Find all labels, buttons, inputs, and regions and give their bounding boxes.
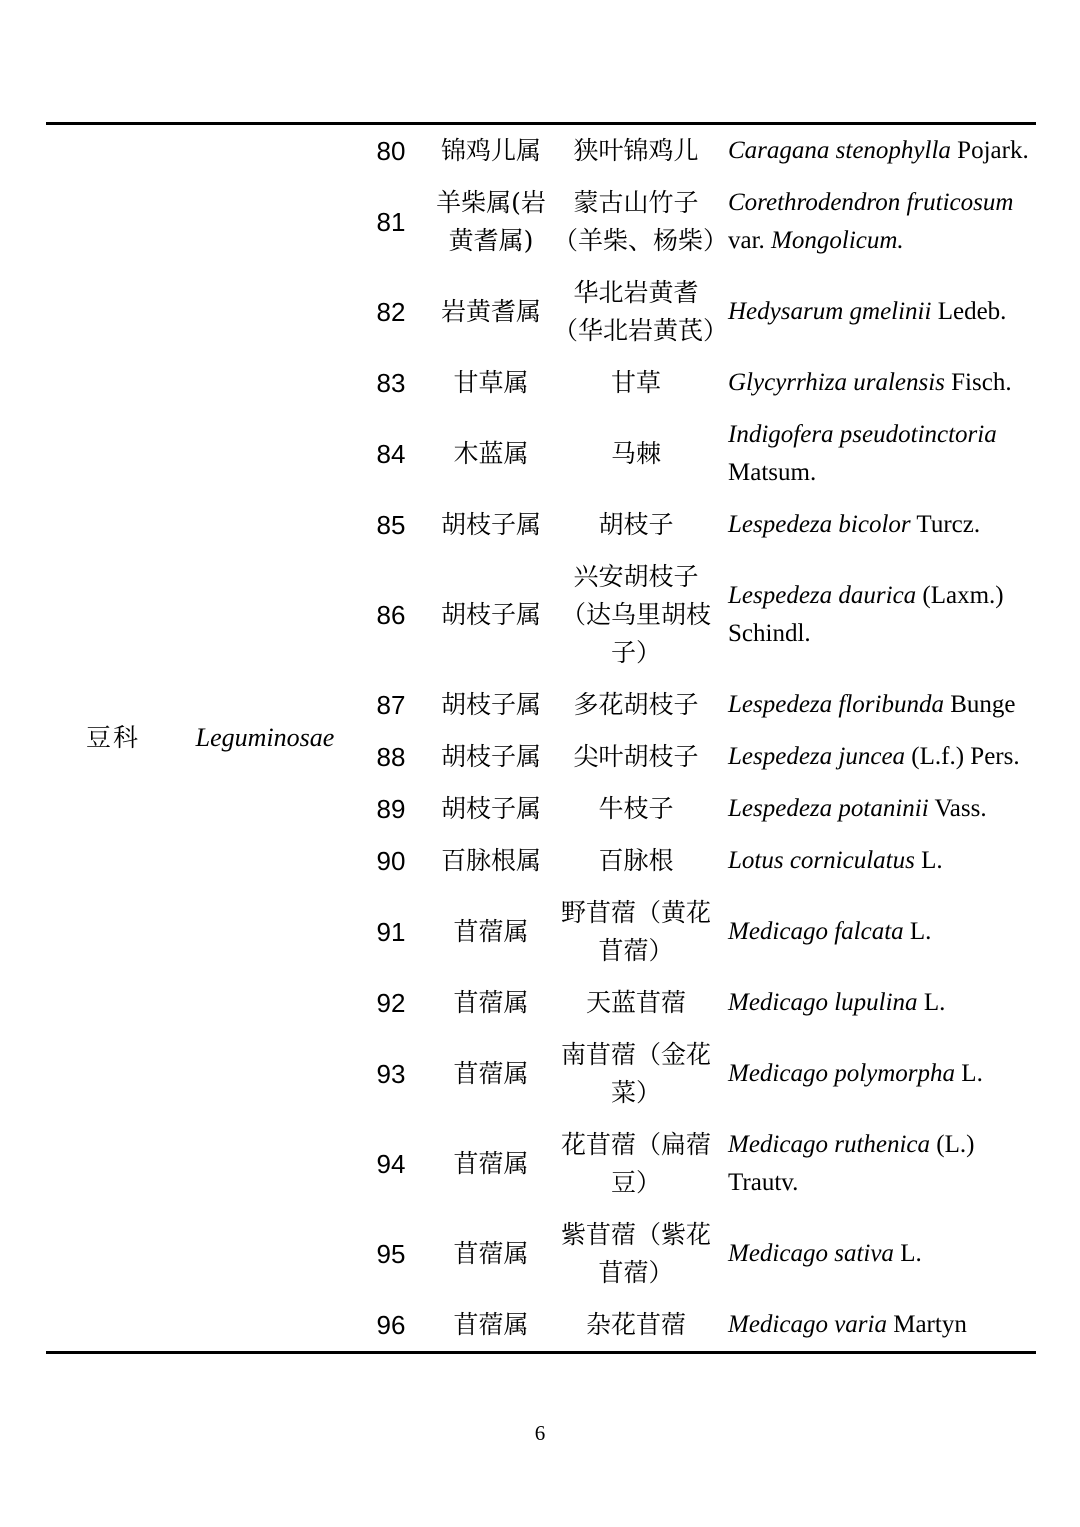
- species-cell: 甘草: [610, 368, 661, 397]
- species-cell: 紫苜蓿（紫花苜蓿）: [560, 1220, 711, 1287]
- latin-roman-segment: Pojark.: [950, 137, 1029, 164]
- latin-italic-segment: Corethrodendron fruticosum: [728, 189, 1014, 216]
- genus-cell: 苜蓿属: [453, 1239, 529, 1268]
- latin-roman-segment: L.: [955, 1060, 983, 1087]
- genus-cell: 胡枝子属: [440, 794, 541, 823]
- genus-cell: 木蓝属: [453, 439, 529, 468]
- genus-cell: 苜蓿属: [453, 917, 529, 946]
- species-table: [46, 122, 1036, 1354]
- species-cell: 尖叶胡枝子: [573, 742, 699, 771]
- row-number: 80: [376, 136, 406, 166]
- latin-italic-segment: Lespedeza daurica: [728, 582, 917, 609]
- latin-name-cell: [722, 835, 1036, 887]
- species-cell: 狭叶锦鸡儿: [573, 136, 699, 165]
- row-number: 94: [376, 1149, 406, 1179]
- genus-cell: 胡枝子属: [440, 600, 541, 629]
- row-number: 87: [376, 690, 406, 720]
- latin-italic-segment: Lespedeza juncea: [728, 743, 906, 770]
- latin-name-cell: [722, 1119, 1036, 1209]
- table-row: [46, 124, 1036, 178]
- species-cell: 南苜蓿（金花菜）: [560, 1040, 711, 1107]
- latin-italic-segment: Medicago sativa: [728, 1240, 894, 1267]
- latin-italic-segment: Mongolicum.: [771, 227, 904, 254]
- genus-cell: 岩黄耆属: [440, 297, 541, 326]
- species-cell: 华北岩黄耆（华北岩黄芪）: [553, 278, 729, 345]
- latin-italic-segment: Caragana stenophylla: [728, 137, 951, 164]
- row-number: 93: [376, 1059, 406, 1089]
- species-table-body: [46, 124, 1036, 1353]
- latin-italic-segment: Lespedeza bicolor: [728, 511, 911, 538]
- row-number: 89: [376, 794, 406, 824]
- latin-roman-segment: L.: [917, 989, 946, 1016]
- latin-name-cell: [722, 783, 1036, 835]
- latin-italic-segment: Medicago lupulina: [728, 989, 918, 1016]
- genus-cell: 胡枝子属: [440, 690, 541, 719]
- row-number: 82: [376, 297, 406, 327]
- latin-roman-segment: (L.f.) Pers.: [905, 743, 1020, 770]
- family-name-cn: 豆科: [85, 723, 140, 752]
- latin-italic-segment: Indigofera pseudotinctoria: [728, 421, 997, 448]
- species-cell: 杂花苜蓿: [585, 1310, 686, 1339]
- latin-roman-segment: Martyn: [886, 1311, 967, 1338]
- row-number: 92: [376, 988, 406, 1018]
- row-number: 90: [376, 846, 406, 876]
- latin-italic-segment: Medicago varia: [728, 1311, 887, 1338]
- latin-name-cell: [722, 409, 1036, 499]
- latin-roman-segment: Fisch.: [944, 369, 1012, 396]
- latin-italic-segment: Lotus corniculatus: [728, 847, 915, 874]
- species-cell: 野苜蓿（黄花苜蓿）: [560, 898, 711, 965]
- genus-cell: 苜蓿属: [453, 1149, 529, 1178]
- latin-name-cell: [722, 551, 1036, 679]
- latin-roman-segment: Matsum.: [728, 459, 817, 486]
- latin-roman-segment: Bunge: [943, 691, 1016, 718]
- latin-name-cell: [722, 1209, 1036, 1299]
- species-cell: 蒙古山竹子（羊柴、杨柴）: [553, 188, 729, 255]
- species-cell: 马棘: [610, 439, 661, 468]
- species-cell: 胡枝子: [598, 510, 674, 539]
- latin-roman-segment: Turcz.: [910, 511, 981, 538]
- genus-cell: 甘草属: [453, 368, 529, 397]
- row-number: 85: [376, 510, 406, 540]
- species-cell: 兴安胡枝子（达乌里胡枝子）: [560, 562, 711, 667]
- latin-name-cell: [722, 679, 1036, 731]
- row-number: 95: [376, 1239, 406, 1269]
- latin-name-cell: [722, 1029, 1036, 1119]
- latin-italic-segment: Hedysarum gmelinii: [728, 298, 932, 325]
- row-number: 84: [376, 439, 406, 469]
- genus-cell: 胡枝子属: [440, 510, 541, 539]
- genus-cell: 苜蓿属: [453, 1310, 529, 1339]
- latin-roman-segment: (Laxm.) Schindl.: [728, 582, 1004, 647]
- genus-cell: 百脉根属: [440, 846, 541, 875]
- latin-roman-segment: L.: [914, 847, 943, 874]
- genus-cell: 苜蓿属: [453, 1059, 529, 1088]
- genus-cell: 羊柴属(岩黄耆属): [436, 188, 546, 255]
- page-number: 6: [534, 1421, 546, 1445]
- row-number: 83: [376, 368, 406, 398]
- latin-roman-segment: var.: [728, 227, 772, 254]
- latin-italic-segment: Glycyrrhiza uralensis: [728, 369, 945, 396]
- species-cell: 百脉根: [598, 846, 674, 875]
- latin-name-cell: [722, 887, 1036, 977]
- latin-name-cell: [722, 267, 1036, 357]
- row-number: 91: [376, 917, 406, 947]
- latin-roman-segment: Ledeb.: [931, 298, 1007, 325]
- family-name-latin: Leguminosae: [195, 723, 335, 752]
- latin-name-cell: [722, 357, 1036, 409]
- row-number: 86: [376, 600, 406, 630]
- genus-cell: 胡枝子属: [440, 742, 541, 771]
- latin-roman-segment: Vass.: [928, 795, 987, 822]
- latin-roman-segment: L.: [903, 918, 932, 945]
- row-number: 96: [376, 1310, 406, 1340]
- latin-italic-segment: Lespedeza floribunda: [728, 691, 944, 718]
- latin-name-cell: [722, 177, 1036, 267]
- latin-italic-segment: Lespedeza potaninii: [728, 795, 929, 822]
- species-cell: 牛枝子: [598, 794, 674, 823]
- latin-roman-segment: L.: [893, 1240, 922, 1267]
- genus-cell: 苜蓿属: [453, 988, 529, 1017]
- row-number: 88: [376, 742, 406, 772]
- latin-italic-segment: Medicago ruthenica: [728, 1131, 931, 1158]
- latin-italic-segment: Medicago falcata: [728, 918, 904, 945]
- latin-name-cell: [722, 731, 1036, 783]
- latin-name-cell: [722, 499, 1036, 551]
- species-cell: 花苜蓿（扁蓿豆）: [560, 1130, 711, 1197]
- species-cell: 多花胡枝子: [573, 690, 699, 719]
- latin-roman-segment: (L.) Trautv.: [728, 1131, 975, 1196]
- genus-cell: 锦鸡儿属: [440, 136, 541, 165]
- latin-italic-segment: Medicago polymorpha: [728, 1060, 956, 1087]
- latin-name-cell: [722, 124, 1036, 178]
- latin-name-cell: [722, 1299, 1036, 1353]
- species-cell: 天蓝苜蓿: [585, 988, 686, 1017]
- latin-name-cell: [722, 977, 1036, 1029]
- row-number: 81: [376, 207, 406, 237]
